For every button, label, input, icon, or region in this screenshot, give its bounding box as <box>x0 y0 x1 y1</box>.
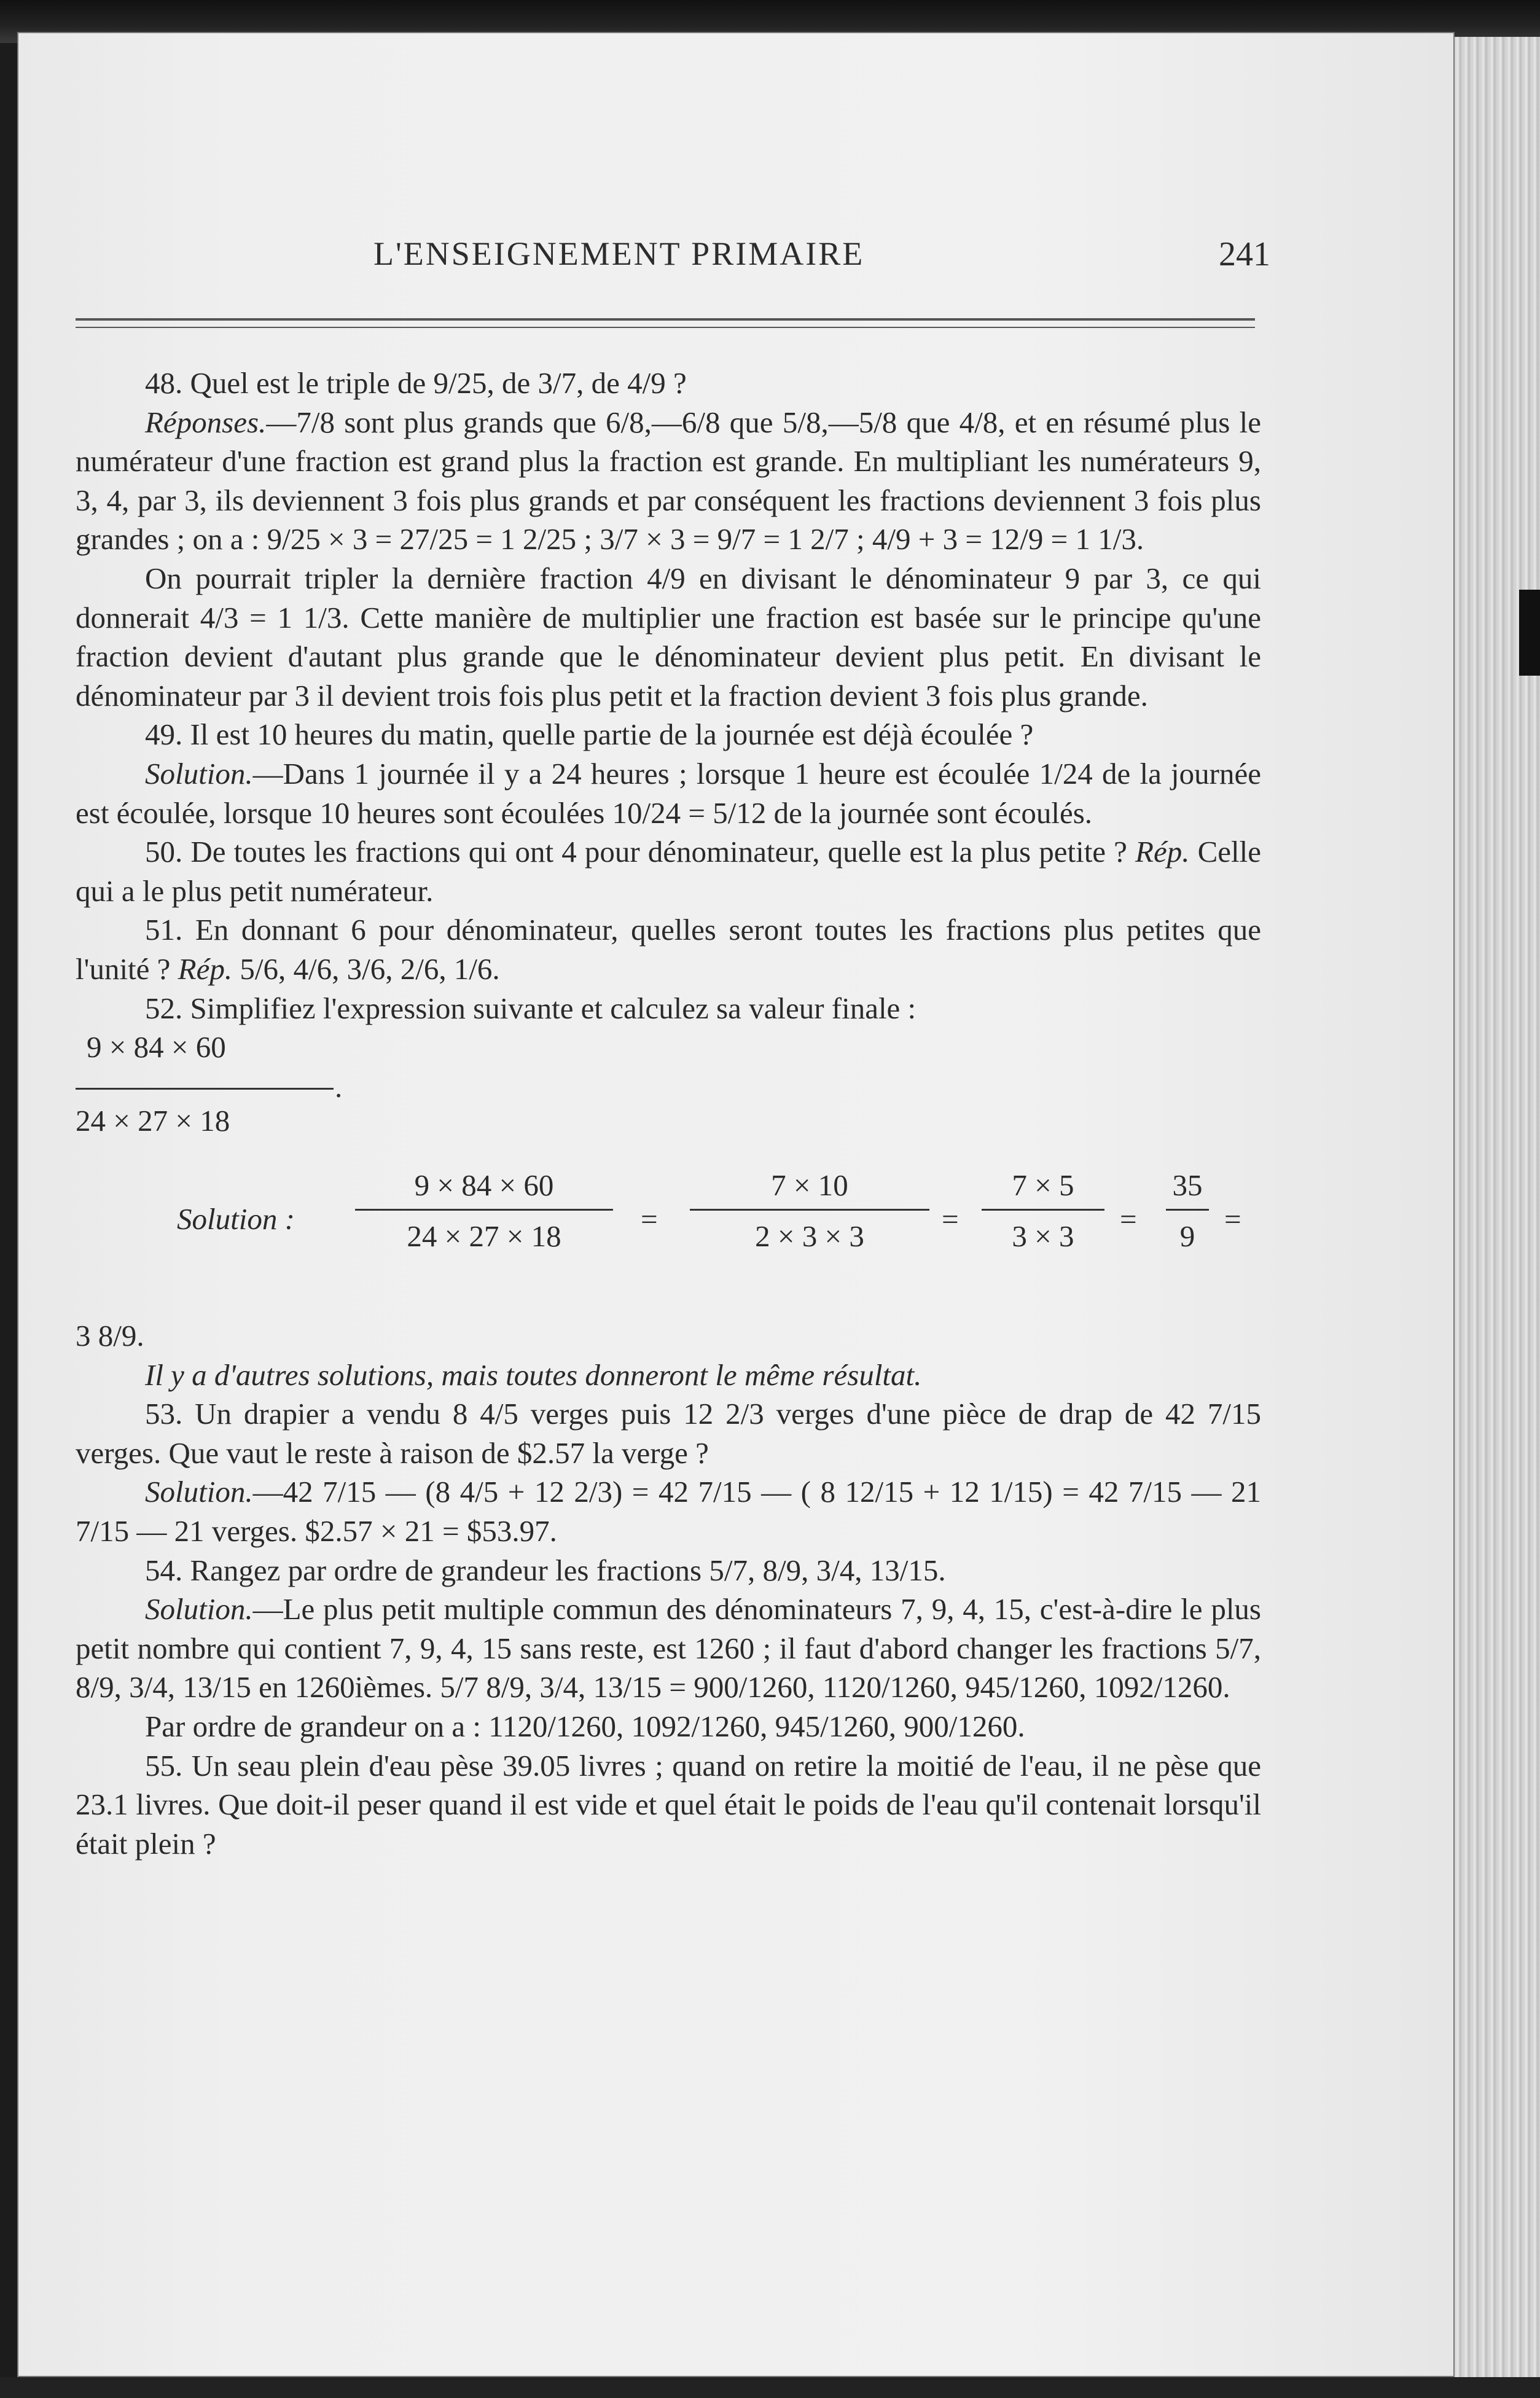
question-55: 55. Un seau plein d'eau pèse 39.05 livres ; quand on retire la moitié de l'eau, il ne pèse que 23.1 livres. Que doit-il peser quand il est vide et quel était le poids de l'eau qu'il contenait lorsqu'il était plein ? <box>76 1748 1261 1861</box>
answer-48 <box>76 403 1261 559</box>
fraction-bar <box>690 1209 929 1211</box>
note-48: On pourrait tripler la dernière fraction 4/9 en divisant le dénominateur 9 par 3, ce qui donnerait 4/3 = 1 1/3. Cette manière de multiplier une fraction est basée sur le principe qu'une fraction devient d'autant plus grande que le dénominateur devient plus petit. En divisant le dénominateur par 3 il devient trois fois plus petit et la fraction devient 3 fois plus grande. <box>76 561 1261 713</box>
question-text: 50. De toutes les fractions qui ont 4 pour dénominateur, quelle est la plus petite ? <box>145 835 1127 869</box>
solution-54 <box>76 1590 1261 1707</box>
fraction-numerator: 7 × 5 <box>1012 1168 1074 1203</box>
equals-sign: = <box>641 1202 658 1236</box>
fraction-denominator: 9 <box>1179 1219 1195 1254</box>
result-52: 3 8/9. <box>76 1319 144 1353</box>
solution-52 <box>76 1168 1261 1316</box>
answer-text: —7/8 sont plus grands que 6/8,—6/8 que 5/8,—5/8 que 4/8, et en résumé plus le numérateur d'une fraction est grand plus la fraction est grande. En multipliant les numérateurs 9, 3, 4, par 3, ils deviennent 3 fois plus grands et par conséquent les fractions deviennent 3 fois plus grandes ; on a : 9/25 × 3 = 27/25 = 1 2/25 ; 3/7 × 3 = 9/7 = 1 2/7 ; 4/9 + 3 = 12/9 = 1 1/3. <box>76 405 1261 557</box>
answer-label: Rép. <box>178 951 233 986</box>
fraction-bar <box>355 1209 613 1211</box>
solution-53 <box>76 1472 1261 1550</box>
fraction-numerator: 9 × 84 × 60 <box>414 1168 554 1203</box>
answer-label: Réponses. <box>145 405 267 439</box>
equals-sign: = <box>942 1202 959 1236</box>
page-edge-shadow <box>1519 590 1540 676</box>
fraction-denominator: 24 × 27 × 18 <box>407 1219 561 1254</box>
fraction-4 <box>1166 1166 1209 1257</box>
running-head: L'ENSEIGNEMENT PRIMAIRE <box>373 235 865 272</box>
book-page-edges <box>1455 37 1540 2377</box>
solution-text: —Le plus petit multiple commun des dénominateurs 7, 9, 4, 15, c'est-à-dire le plus petit nombre qui contient 7, 9, 4, 15 sans reste, est 1260 ; il faut d'abord changer les fractions 5/7, 8/9, 3/4, 13/15 en 1260ièmes. 5/7 8/9, 3/4, 13/15 = 900/1260, 1120/1260, 945/1260, 1092/1260. <box>76 1592 1261 1705</box>
fraction-2 <box>690 1166 929 1257</box>
solution-label: Solution. <box>145 1592 253 1627</box>
page-body <box>76 364 1261 1863</box>
fraction-numerator: 35 <box>1172 1168 1203 1203</box>
question-51 <box>76 910 1261 988</box>
question-54: 54. Rangez par ordre de grandeur les fractions 5/7, 8/9, 3/4, 13/15. <box>145 1553 946 1587</box>
answer-text: 5/6, 4/6, 3/6, 2/6, 1/6. <box>240 951 500 986</box>
expression-period: . <box>335 1070 343 1104</box>
header-rule <box>76 318 1255 321</box>
fraction-bar <box>982 1209 1104 1211</box>
fraction-denominator: 3 × 3 <box>1012 1219 1074 1254</box>
fraction-3 <box>982 1166 1104 1257</box>
fraction-bar <box>1166 1209 1209 1211</box>
scan-border-bottom <box>0 2377 1540 2398</box>
header-rule-thin <box>76 327 1255 328</box>
solution-label: Solution. <box>145 756 253 791</box>
question-50 <box>76 832 1261 910</box>
solution-49 <box>76 754 1261 832</box>
question-53: 53. Un drapier a vendu 8 4/5 verges puis 12 2/3 verges d'une pièce de drap de 42 7/15 verges. Que vaut le reste à raison de $2.57 la verge ? <box>76 1397 1261 1470</box>
solution-text: —Dans 1 journée il y a 24 heures ; lorsque 1 heure est écoulée 1/24 de la journée est écoulée, lorsque 10 heures sont écoulées 10/24 = 5/12 de la journée sont écoulés. <box>76 756 1261 830</box>
question-text: 51. En donnant 6 pour dénominateur, quelles seront toutes les fractions plus petites que l'unité ? <box>76 913 1261 986</box>
expression-numerator: 9 × 84 × 60 <box>87 1030 226 1064</box>
expression-denominator: 24 × 27 × 18 <box>76 1104 230 1138</box>
question-48: 48. Quel est le triple de 9/25, de 3/7, de 4/9 ? <box>145 366 687 400</box>
question-49: 49. Il est 10 heures du matin, quelle partie de la journée est déjà écoulée ? <box>145 717 1034 752</box>
question-52: 52. Simplifiez l'expression suivante et calculez sa valeur finale : <box>145 991 917 1025</box>
solution-label: Solution. <box>145 1475 253 1509</box>
page-number: 241 <box>1219 235 1270 273</box>
fraction-numerator: 7 × 10 <box>771 1168 848 1203</box>
fraction-denominator: 2 × 3 × 3 <box>755 1219 864 1254</box>
page-header <box>373 235 1270 290</box>
fraction-bar <box>76 1088 334 1090</box>
answer-label: Rép. <box>1135 835 1190 869</box>
equals-sign: = <box>1120 1202 1137 1236</box>
equals-sign: = <box>1224 1202 1241 1236</box>
fraction-1 <box>355 1166 613 1257</box>
solution-text: —42 7/15 — (8 4/5 + 12 2/3) = 42 7/15 — ( 8 12/15 + 12 1/15) = 42 7/15 — 21 7/15 — 21 verges. $2.57 × 21 = $53.97. <box>76 1475 1261 1549</box>
answer-text: Celle qui a le plus petit numérateur. <box>76 835 1261 908</box>
note-52: Il y a d'autres solutions, mais toutes donneront le même résultat. <box>145 1357 922 1392</box>
book-page <box>17 32 1455 2377</box>
order-54: Par ordre de grandeur on a : 1120/1260, 1092/1260, 945/1260, 900/1260. <box>145 1709 1025 1744</box>
solution-label: Solution : <box>177 1202 295 1236</box>
